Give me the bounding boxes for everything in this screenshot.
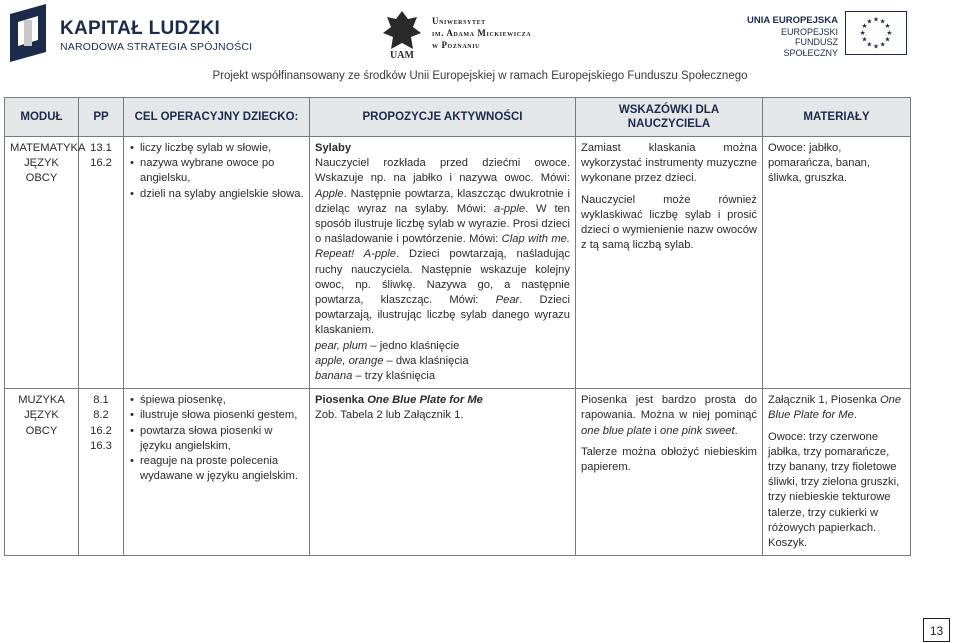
cel-list [129, 393, 304, 484]
pp-code: 16.2 [90, 157, 112, 170]
materials-text [768, 393, 905, 423]
cell-materialy [763, 389, 911, 556]
activity-title: Sylaby [315, 142, 352, 154]
cell-wskazowki [576, 389, 763, 556]
table-header-row [5, 98, 911, 137]
list-item: • nazywa wybrane owoce po angielsku, [140, 156, 304, 186]
example-line [315, 339, 570, 354]
cell-cel [124, 389, 310, 556]
uam-name [432, 15, 531, 51]
text-part: . [853, 409, 857, 422]
activity-text [315, 156, 570, 338]
text-part: . Następnie powtarza, klaszcząc dwukrotnie i dzieląc wyraz na sylaby. Mówi: [315, 187, 570, 215]
text-part: . [734, 424, 738, 437]
text-part: Clap with me. Repeat! A-pple [315, 233, 570, 261]
modul-line: MATEMATYKA [10, 142, 86, 154]
header-pp: PP [79, 98, 124, 137]
example-line [315, 369, 570, 384]
text-part: one blue plate [581, 424, 652, 437]
svg-text:★: ★ [861, 35, 868, 44]
modul-line: JĘZYK OBCY [24, 409, 59, 437]
header-materialy: MATERIAŁY [763, 98, 911, 137]
cell-propozycje [310, 137, 576, 389]
activity-table [4, 97, 911, 556]
text-part: Pear [495, 294, 520, 307]
text-part: Apple [315, 187, 344, 200]
text-part: . Dzieci powtarzają, ilustrując liczbę sylab danego wyrazu klaskaniem. [315, 294, 570, 337]
svg-text:★: ★ [859, 28, 866, 37]
hint-text: Nauczyciel może również wyklaskiwać liczbę sylab i prosić dzieci o wymienienie nazw owoców z tą samą liczbą sylab. [581, 193, 757, 252]
svg-text:★: ★ [866, 17, 873, 26]
pp-code: 16.2 [90, 424, 112, 437]
text-part: – jedno klaśnięcie [367, 339, 460, 352]
svg-text:★: ★ [884, 22, 891, 31]
text-part: apple, orange [315, 354, 384, 367]
modul-line: MUZYKA [18, 394, 65, 407]
svg-text:★: ★ [884, 35, 891, 44]
cell-modul [5, 137, 86, 389]
svg-text:★: ★ [886, 28, 893, 37]
text-part: Załącznik 1, Piosenka [768, 394, 880, 407]
eu-label [740, 16, 838, 58]
svg-text:★: ★ [873, 15, 879, 24]
cell-wskazowki [576, 137, 763, 389]
text-part: Nauczyciel rozkłada przed dziećmi owoce. Wskazuje np. na jabłko i nazywa owoc. Mówi: [315, 157, 570, 185]
svg-text:★: ★ [879, 17, 886, 26]
cell-cel [124, 137, 310, 389]
text-part: banana [315, 370, 353, 383]
header-wskazowki: WSKAZÓWKI DLA NAUCZYCIELA [576, 98, 763, 137]
text-part: a-pple [493, 202, 526, 215]
cell-pp [79, 389, 124, 556]
svg-text:★: ★ [861, 22, 868, 31]
modul-line: JĘZYK OBCY [24, 157, 59, 185]
pp-code: 8.1 [93, 394, 109, 407]
header-propozycje: PROPOZYCJE AKTYWNOŚCI [310, 98, 576, 137]
page-number: 13 [923, 618, 950, 642]
header-modul: MODUŁ [5, 98, 79, 137]
cell-propozycje [310, 389, 576, 556]
uam-line-3: w Poznaniu [432, 40, 481, 50]
cell-pp [79, 137, 124, 389]
text-part: i [651, 424, 660, 437]
activity-title [315, 393, 570, 408]
svg-text:★: ★ [866, 40, 873, 49]
list-item: • liczy liczbę sylab w słowie, [140, 141, 304, 156]
svg-text:★: ★ [879, 40, 886, 49]
project-funding-line: Projekt współfinansowany ze środków Unii Europejskiej w ramach Europejskiego Funduszu Społecznego [212, 70, 748, 82]
list-item: • śpiewa piosenkę, [140, 393, 304, 408]
svg-text:★: ★ [873, 42, 879, 51]
hint-text: Zamiast klaskania można wykorzystać instrumenty muzyczne wykonane przez dzieci. [581, 142, 757, 185]
text-part: One Blue Plate for Me [367, 394, 483, 407]
text-part: . W ten sposób ilustruje liczbę sylab w wyrazie. Prosi dzieci o naśladowanie i powtórzenie. Mówi: [315, 202, 571, 246]
cell-materialy [763, 137, 911, 389]
page-header [0, 0, 960, 92]
eu-line-2: EUROPEJSKI [780, 26, 838, 37]
text-part: – dwa klaśnięcia [383, 354, 469, 367]
hint-text: Talerze można obłożyć niebieskim papierem. [581, 445, 757, 474]
text-part: one pink sweet [660, 424, 735, 437]
eu-line-3: FUNDUSZ SPOŁECZNY [783, 37, 838, 58]
hint-text [581, 393, 757, 439]
activity-text: Zob. Tabela 2 lub Załącznik 1. [315, 409, 464, 422]
kapital-ludzki-title: KAPITAŁ LUDZKI [60, 18, 221, 39]
svg-text:UAM: UAM [390, 50, 414, 59]
kapital-ludzki-subtitle: NARODOWA STRATEGIA SPÓJNOŚCI [60, 41, 253, 53]
materials-text: Owoce: trzy czerwone jabłka, trzy pomarańcze, trzy banany, trzy fioletowe śliwki, trzy zielona gruszki, trzy niebieskie tekturowe talerze, trzy cukierki w różowych papierkach. [768, 430, 900, 534]
cel-list [129, 141, 304, 202]
text-part: One Blue Plate for Me [768, 394, 902, 422]
text-part: – trzy klaśnięcia [352, 370, 436, 383]
pp-code: 8.2 [93, 409, 109, 422]
example-line [315, 354, 570, 369]
materials-text: Koszyk. [768, 537, 808, 550]
list-item: • ilustruje słowa piosenki gestem, [140, 408, 304, 423]
pp-code: 13.1 [90, 142, 112, 154]
table-row [5, 389, 911, 556]
uam-line-1: Uniwersytet [432, 16, 486, 26]
eu-flag-icon [845, 11, 907, 55]
text-part: . Dzieci powtarzają, naśladując ruchy nauczyciela. Następnie wskazuje kolejny owoc, np. śliwkę. Nazywa go, a następnie powtarza, klaszcząc. Mówi: [315, 248, 570, 307]
uam-crest-icon [381, 9, 423, 59]
uam-line-2: im. Adama Mickiewicza [432, 28, 532, 38]
table-row [5, 137, 911, 389]
list-item: • powtarza słowa piosenki w języku angielskim, [140, 424, 304, 454]
pp-code: 16.3 [90, 439, 112, 452]
materials-text: Owoce: jabłko, pomarańcza, banan, śliwka, gruszka. [768, 142, 870, 185]
eu-line-1: UNIA EUROPEJSKA [747, 15, 838, 26]
header-cel: CEL OPERACYJNY DZIECKO: [124, 98, 310, 137]
list-item: • reaguje na proste polecenia wydawane w języku angielskim. [140, 454, 304, 484]
text-part: Piosenka [315, 394, 368, 407]
text-part: Piosenka jest bardzo prosta do rapowania. Można w niej pominąć [581, 394, 757, 422]
text-part: pear, plum [315, 339, 368, 352]
list-item: • dzieli na sylaby angielskie słowa. [140, 187, 304, 202]
cell-modul [5, 389, 79, 556]
kapital-ludzki-logo-icon [6, 4, 50, 62]
